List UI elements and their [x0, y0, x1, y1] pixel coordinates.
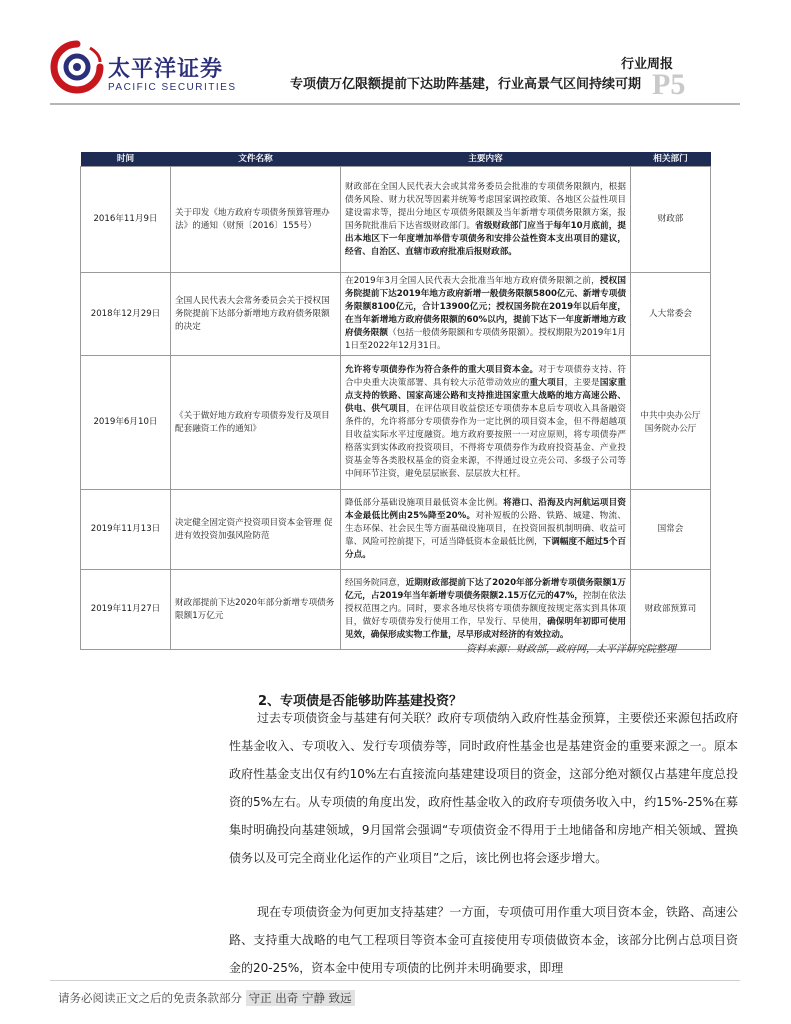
company-logo: [50, 40, 270, 100]
footer: [58, 990, 355, 1006]
row-title: 关于印发《地方政府专项债务预算管理办法》的通知（财预〔2016〕155号）: [171, 167, 341, 273]
row-dept: 财政部: [631, 167, 711, 273]
body-paragraph: [229, 704, 738, 872]
content-emphasis: 重大项目: [529, 378, 565, 388]
row-title: 《关于做好地方政府专项债券发行及项目配套融资工作的通知》: [171, 356, 341, 490]
report-subtitle: 专项债万亿限额提前下达助阵基建，行业高景气区间持续可期: [289, 77, 641, 92]
content-text: ，主要是: [564, 378, 600, 388]
content-text: 经国务院同意，: [345, 578, 406, 588]
table-row: [81, 167, 711, 273]
row-content: [341, 167, 631, 273]
pacific-logo-icon: [50, 40, 104, 94]
content-emphasis: 确保明年初即可使用见效，确保形成实物工作量，尽早形成对经济的有效拉动。: [345, 617, 626, 640]
row-content: [341, 273, 631, 356]
company-name-en: PACIFIC SECURITIES: [108, 82, 237, 93]
content-text: 财政部在全国人民代表大会或其常务委员会批准的专项债务限额内，根据债务风险、财力状况等因素并统筹考虑国家调控政策、各地区公益性项目建设需求等，提出分地区专项债务限额及当年新增专项债务限额方案，报国务院批准后下达省级财政部门。: [345, 181, 626, 231]
paragraph-text: 过去专项债资金与基建有何关联？政府专项债纳入政府性基金预算，主要偿还来源包括政府性基金收入、专项收入、发行专项债券等，同时政府性基金也是基建资金的重要来源之一。原本政府性基金支出仅有约10%左右直接流向基建建设项目的资金，这部分绝对额仅占基建年度总投资的5%左右。从专项债的角度出发，政府性基金收入的政府专项债务收入中，约15%-25%在募集时明确投向基建领域，9月国常会强调“专项债资金不得用于土地储备和房地产相关领域、置换债务以及可完全商业化运作的产业项目”之后，该比例也将会逐步增大。: [229, 711, 738, 865]
content-text: （包括一般债务限额和专项债务限额）。授权期限为2019年1月1日至2022年12月31日。: [345, 328, 626, 351]
content-text: 在2019年3月全国人民代表大会批准当年地方政府债务限额之前，: [345, 276, 600, 286]
row-date: 2016年11月9日: [81, 167, 171, 273]
header-divider: [50, 103, 740, 105]
column-header-date: 时间: [81, 152, 171, 167]
content-emphasis: 将港口、沿海及内河航运项目资本金最低比例由25%降至20%。: [345, 498, 626, 521]
row-title: 全国人民代表大会常务委员会关于授权国务院提前下达部分新增地方政府债务限额的决定: [171, 273, 341, 356]
company-name-cn: 太平洋证券: [108, 57, 224, 82]
report-type: 行业周报: [620, 57, 673, 72]
content-emphasis: 授权国务院提前下达2019年地方政府新增一般债务限额5800亿元、新增专项债务限额8100亿元，合计13900亿元；授权国务院在2019年以后年度，在当年新增地方政府债务限额的60%以内，提前下达下一年度新增地方政府债务限额: [345, 276, 626, 338]
content-text: ，在评估项目收益偿还专项债券本息后专项收入具备融资条件的，允许将部分专项债券作为一定比例的项目资本金，但不得超越项目收益实际水平过度融资。地方政府要按照一一对应原则，将专项债券严格落实到实体政府投资项目，不得将专项债券作为政府投资基金、产业投资基金等各类股权基金的资金来源，不得通过设立壳公司、多级子公司等中间环节注资，避免层层嵌套、层层放大杠杆。: [345, 404, 626, 479]
column-header-title: 文件名称: [171, 152, 341, 167]
table-source-note: 资料来源：财政部，政府网，太平洋研究院整理: [466, 644, 676, 655]
policy-table: [80, 152, 711, 650]
row-content: [341, 570, 631, 650]
content-emphasis: 省级财政部门应当于每年10月底前，提出本地区下一年度增加举借专项债务和安排公益性资本支出项目的建议，经省、自治区、直辖市政府批准后报财政部。: [345, 220, 626, 257]
row-content: [341, 490, 631, 570]
row-title: 决定健全固定资产投资项目资本金管理 促进有效投资加强风险防范: [171, 490, 341, 570]
row-dept: 财政部预算司: [631, 570, 711, 650]
table-header-row: [81, 152, 711, 167]
table-row: [81, 273, 711, 356]
row-date: 2019年11月27日: [81, 570, 171, 650]
content-text: 对补短板的公路、铁路、城建、物流、生态环保、社会民生等方面基础设施项目，在投资回报机制明确、收益可靠、风险可控前提下，可适当降低资本金最低比例，: [345, 511, 626, 547]
disclaimer-text: 请务必阅读正文之后的免责条款部分: [58, 991, 242, 1005]
body-paragraph: [229, 898, 738, 982]
content-emphasis: 下调幅度不超过5个百分点。: [345, 537, 626, 560]
content-text: 降低部分基础设施项目最低资本金比例。: [345, 498, 504, 508]
content-text: 对于专项债券支持、符合中央重大决策部署、具有较大示范带动效应的: [345, 365, 626, 388]
paragraph-text: 现在专项债资金为何更加支持基建？一方面，专项债可用作重大项目资本金，铁路、高速公路、支持重大战略的电气工程项目等资本金可直接使用专项债做资本金，该部分比例占总项目资金的20-25%，资本金中使用专项债的比例并未明确要求，即理: [229, 905, 738, 975]
row-title: 财政部提前下达2020年部分新增专项债务限额1万亿元: [171, 570, 341, 650]
section-heading: 2、专项债是否能够助阵基建投资？: [258, 694, 463, 709]
row-date: 2019年6月10日: [81, 356, 171, 490]
table-row: [81, 490, 711, 570]
row-content: [341, 356, 631, 490]
row-dept: 国常会: [631, 490, 711, 570]
content-emphasis: 近期财政部提前下达了2020年部分新增专项债务限额1万亿元，占2019年当年新增专项债务限额2.15万亿元的47%，: [345, 578, 626, 601]
column-header-content: 主要内容: [341, 152, 631, 167]
column-header-dept: 相关部门: [631, 152, 711, 167]
footer-divider: [50, 980, 740, 981]
row-dept: 中共中央办公厅 国务院办公厅: [631, 356, 711, 490]
table-row: [81, 356, 711, 490]
content-emphasis: 国家重点支持的铁路、国家高速公路和支持推进国家重大战略的地方高速公路、供电、供气项目: [345, 378, 626, 414]
content-emphasis: 允许将专项债券作为符合条件的重大项目资本金。: [345, 365, 539, 375]
row-date: 2018年12月29日: [81, 273, 171, 356]
row-date: 2019年11月13日: [81, 490, 171, 570]
content-text: 控制在依法授权范围之内。同时，要求各地尽快将专项债券额度按规定落实到具体项目，做好专项债券发行使用工作，早发行、早使用，: [345, 591, 626, 627]
company-motto: 守正 出奇 宁静 致远: [246, 990, 355, 1006]
page-number: P5: [652, 68, 686, 101]
row-dept: 人大常委会: [631, 273, 711, 356]
table-row: [81, 570, 711, 650]
